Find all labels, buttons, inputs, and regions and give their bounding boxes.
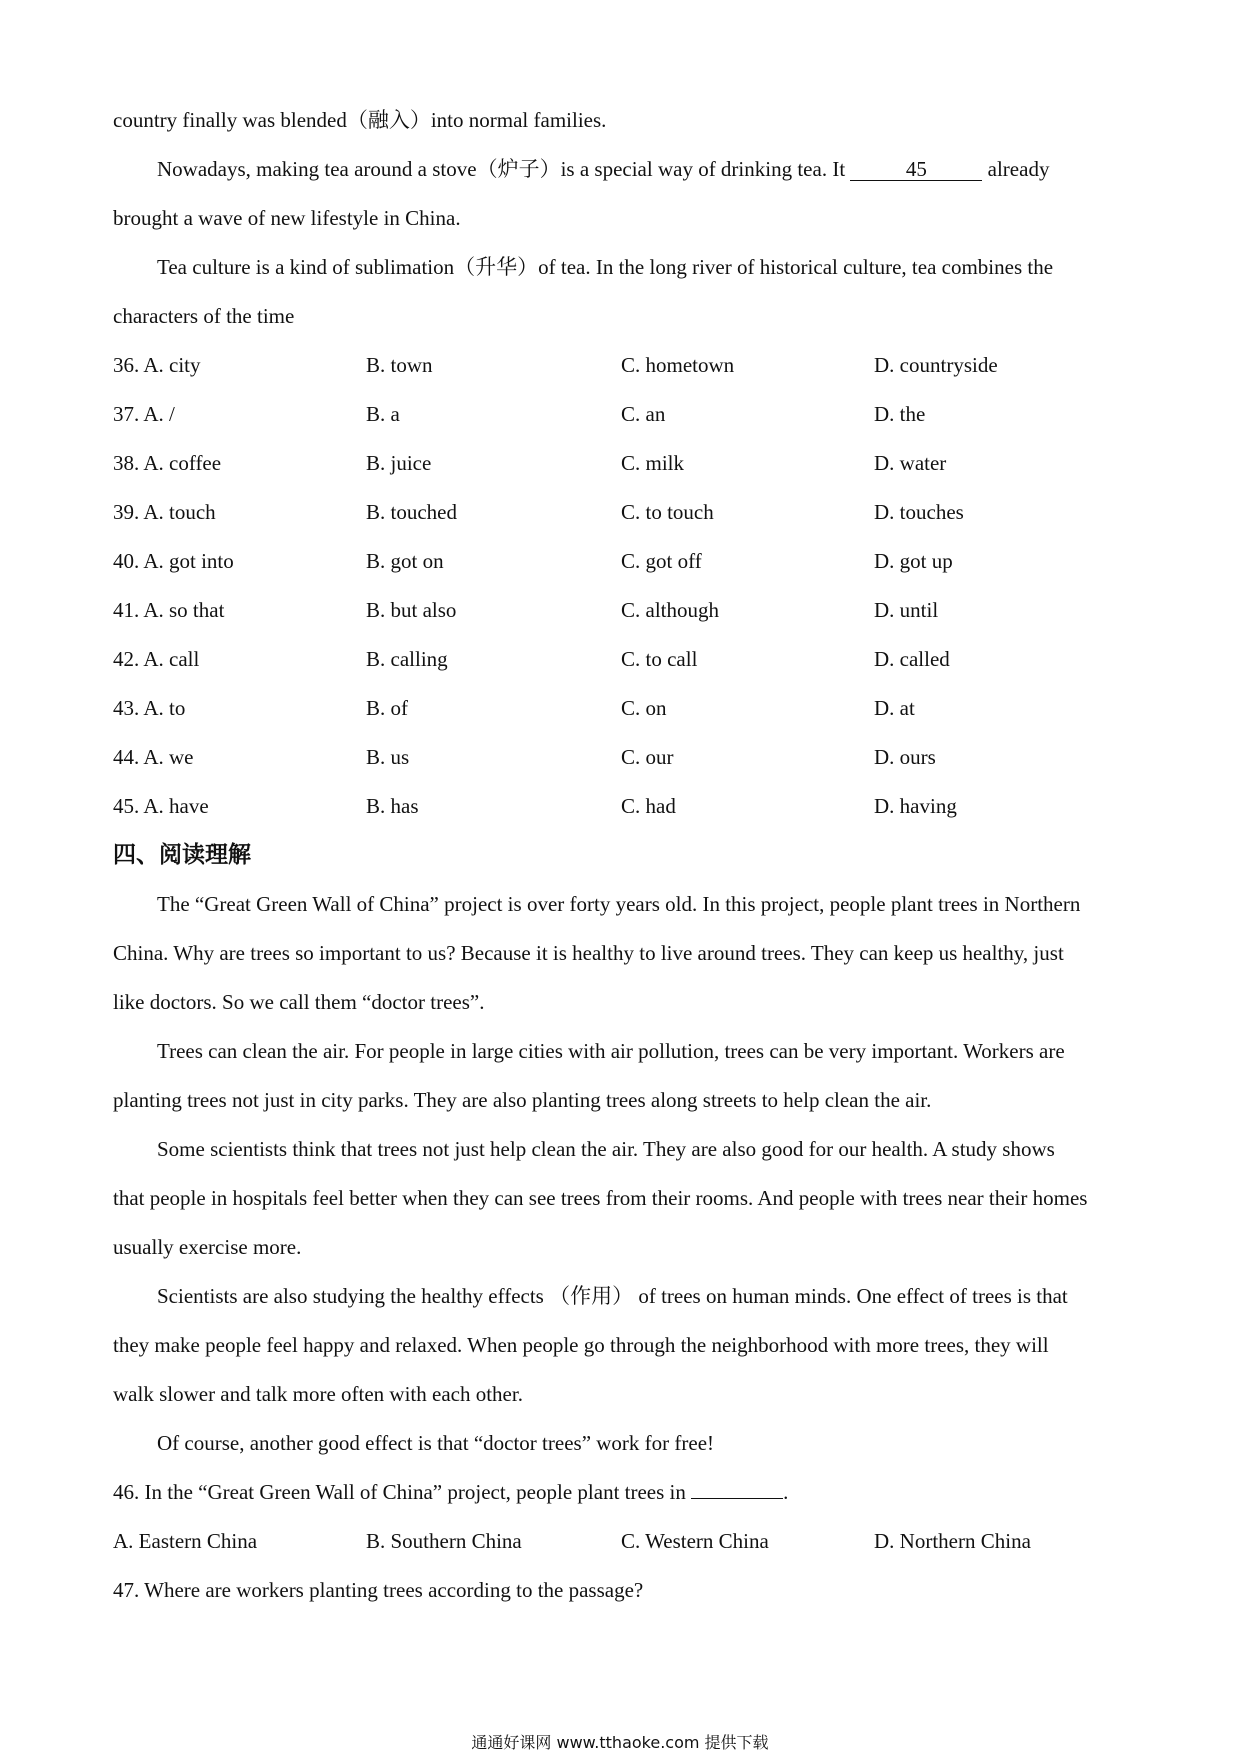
option-a: 41. A. so that: [113, 598, 225, 622]
question-47: 47. Where are workers planting trees according to the passage?: [113, 1578, 644, 1602]
reading-passage: [113, 880, 1133, 1468]
document-page: [113, 96, 1133, 1615]
option-row-40: [113, 537, 1133, 586]
answer-blank-46: [691, 1478, 783, 1499]
passage-text: already: [982, 157, 1050, 181]
option-c: C. our: [621, 745, 674, 769]
passage-line: that people in hospitals feel better when they can see trees from their rooms. And people with trees near their homes: [113, 1186, 1088, 1210]
option-d: D. touches: [874, 500, 964, 524]
passage-line: Some scientists think that trees not just help clean the air. They are also good for our health. A study shows: [157, 1137, 1055, 1161]
option-c: C. an: [621, 402, 666, 426]
option-d: D. having: [874, 794, 957, 818]
option-d: D. at: [874, 696, 915, 720]
passage-line: Trees can clean the air. For people in large cities with air pollution, trees can be very important. Workers are: [157, 1039, 1065, 1063]
option-b: B. has: [366, 794, 419, 818]
passage-line: China. Why are trees so important to us? Because it is healthy to live around trees. They can keep us healthy, just: [113, 941, 1064, 965]
option-c: C. on: [621, 696, 667, 720]
option-b: B. town: [366, 353, 433, 377]
option-b: B. calling: [366, 647, 448, 671]
option-b: B. us: [366, 745, 410, 769]
passage-line: they make people feel happy and relaxed. When people go through the neighborhood with more trees, they will: [113, 1333, 1049, 1357]
option-c: C. hometown: [621, 353, 735, 377]
passage-line: usually exercise more.: [113, 1235, 302, 1259]
option-row-38: [113, 439, 1133, 488]
option-a: A. Eastern China: [113, 1529, 258, 1553]
option-b: B. Southern China: [366, 1529, 522, 1553]
option-b: B. juice: [366, 451, 432, 475]
option-c: C. got off: [621, 549, 702, 573]
options-list: [113, 341, 1133, 831]
option-b: B. but also: [366, 598, 457, 622]
option-b: B. a: [366, 402, 400, 426]
page-footer: 通通好课网 www.tthaoke.com 提供下载: [471, 1733, 769, 1752]
option-d: D. called: [874, 647, 950, 671]
option-a: 43. A. to: [113, 696, 186, 720]
option-d: D. water: [874, 451, 947, 475]
option-row-43: [113, 684, 1133, 733]
option-a: 38. A. coffee: [113, 451, 222, 475]
passage-line: country finally was blended（融入）into normal families.: [113, 108, 607, 132]
option-row-42: [113, 635, 1133, 684]
option-a: 42. A. call: [113, 647, 200, 671]
passage-line: Tea culture is a kind of sublimation（升华）of tea. In the long river of historical culture, tea combines the: [157, 255, 1054, 279]
passage-line: planting trees not just in city parks. They are also planting trees along streets to help clean the air.: [113, 1088, 932, 1112]
option-d: D. got up: [874, 549, 953, 573]
option-d: D. Northern China: [874, 1529, 1031, 1553]
passage-paragraph: [113, 145, 1133, 194]
option-row-45: [113, 782, 1133, 831]
question-46-options: [113, 1517, 1133, 1566]
option-row-37: [113, 390, 1133, 439]
option-row-39: [113, 488, 1133, 537]
option-a: 39. A. touch: [113, 500, 216, 524]
option-a: 44. A. we: [113, 745, 194, 769]
passage-line: Of course, another good effect is that “doctor trees” work for free!: [157, 1431, 715, 1455]
option-c: C. had: [621, 794, 676, 818]
option-b: B. touched: [366, 500, 457, 524]
passage-line: brought a wave of new lifestyle in China.: [113, 206, 461, 230]
answer-blank-45: 45: [850, 158, 982, 181]
option-a: 45. A. have: [113, 794, 209, 818]
option-c: C. Western China: [621, 1529, 769, 1553]
passage-text: Nowadays, making tea around a stove（炉子）is a special way of drinking tea. It: [157, 157, 851, 181]
option-b: B. got on: [366, 549, 444, 573]
option-a: 40. A. got into: [113, 549, 234, 573]
option-row-36: [113, 341, 1133, 390]
section-heading: 四、阅读理解: [113, 842, 251, 868]
option-c: C. to call: [621, 647, 698, 671]
question-text: 46. In the “Great Green Wall of China” project, people plant trees in: [113, 1480, 692, 1504]
option-row-44: [113, 733, 1133, 782]
passage-line: characters of the time: [113, 304, 295, 328]
option-d: D. the: [874, 402, 926, 426]
question-end: .: [783, 1480, 789, 1504]
question-46: [113, 1468, 1133, 1517]
option-c: C. although: [621, 598, 719, 622]
passage-line: Scientists are also studying the healthy effects （作用） of trees on human minds. One effect of trees is that: [157, 1284, 1068, 1308]
passage-line: The “Great Green Wall of China” project is over forty years old. In this project, people plant trees in Northern: [157, 892, 1081, 916]
passage-line: walk slower and talk more often with each other.: [113, 1382, 523, 1406]
option-a: 36. A. city: [113, 353, 201, 377]
option-d: D. countryside: [874, 353, 998, 377]
passage-line: like doctors. So we call them “doctor trees”.: [113, 990, 485, 1014]
option-d: D. until: [874, 598, 939, 622]
option-c: C. milk: [621, 451, 685, 475]
option-d: D. ours: [874, 745, 936, 769]
option-b: B. of: [366, 696, 408, 720]
option-a: 37. A. /: [113, 402, 175, 426]
option-c: C. to touch: [621, 500, 714, 524]
option-row-41: [113, 586, 1133, 635]
